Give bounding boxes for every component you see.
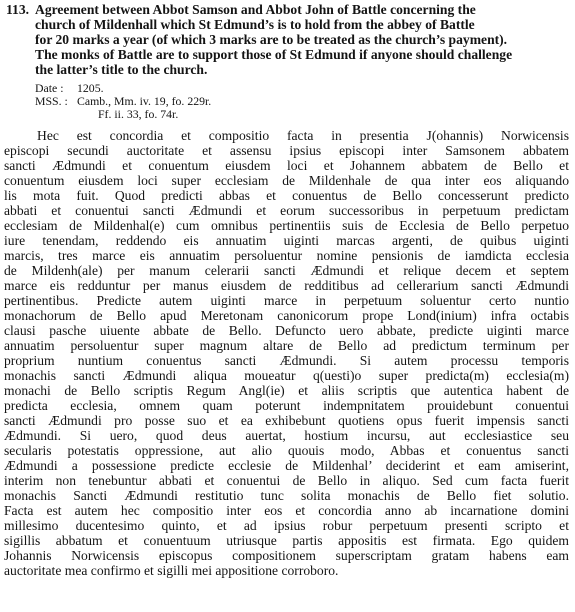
text-line: lis mota fuit. Quod predicti abbas et conuentus de Bello concesserunt predicto	[4, 188, 569, 203]
date-label: Date :	[35, 81, 64, 95]
text-line: sigillis abbatum et conuentuum utriusque partis appositis est firmata. Ego quidem	[4, 533, 569, 548]
text-line: Johannis Norwicensis episcopus compositionem superscriptam gratam habens eam	[4, 548, 569, 563]
text-line: monachis Sancti Ædmundi restitutio tunc solita monachis de Bello fiet solutio.	[4, 488, 569, 503]
text-line: secularis potestatis oppressione, aut alio quouis modo, Abbas et conuentus sancti	[4, 443, 569, 458]
mss-value: Ff. ii. 33, fo. 74r.	[98, 107, 179, 121]
text-line: proprium nuntium conuentus sancti Ædmundi. Si autem processu temporis	[4, 353, 569, 368]
text-line: de Mildenh(ale) per manum celerarii sancti Ædmundi et relique decem et septem	[4, 263, 569, 278]
text-line: millesimo ducentesimo quinto, et ad ipsius robur perpetuum presenti scripto et	[4, 518, 569, 533]
heading-line: The monks of Battle are to support those of St Edmund if anyone should challenge	[35, 47, 513, 62]
text-line: monachis sancti Ædmundi aliqua moueatur q(uesti)o super predicta(m) ecclesia(m)	[4, 368, 569, 383]
text-line: predicta ecclesia, omnem quam poterunt indempnitatem prouidebunt conuentui	[4, 398, 569, 413]
heading-line: church of Mildenhall which St Edmund’s is to hold from the abbey of Battle	[35, 17, 475, 32]
text-line: monachorum de Bello apud Meretonam canonicorum prope Lond(inium) infra octabis	[4, 308, 569, 323]
date-value: 1205.	[77, 81, 104, 95]
text-line: pertinentibus. Predicte autem uiginti marce in perpetuum soluentur certo nuntio	[4, 293, 569, 308]
text-line: annuatim persoluentur super magnum altare de Bello ad predictum terminum per	[4, 338, 569, 353]
mss-label: MSS. :	[35, 94, 68, 108]
text-line: marce eis redduntur per manus eiusdem de redditibus ad cellerarium sancti Ædmundi	[4, 278, 569, 293]
text-line: auctoritate mea confirmo et sigilli mei appositione corroboro.	[4, 563, 339, 578]
mss-value: Camb., Mm. iv. 19, fo. 229r.	[77, 94, 212, 108]
text-line: sancti Ædmundi et conuentum eiusdem loci et Johannem abbatem de Bello et	[4, 158, 569, 173]
text-line: monachi de Bello scriptis Regum Angl(ie) et aliis scriptis que autentica habent de	[4, 383, 569, 398]
text-line: conuentum eiusdem loci super ecclesiam de Mildenhale de qua inter eos aliquando	[4, 173, 569, 188]
text-line: ecclesiam de Mildenhal(e) cum omnibus pertinentiis suis de Ecclesia de Bello perpetuo	[4, 218, 569, 233]
text-line: marcis, tres marce eis annuatim persoluentur nomine pensionis de iamdicta ecclesia	[4, 248, 569, 263]
text-line: Ædmundi. Si uero, quod deus auertat, hostium incursu, aut ecclesiastice seu	[4, 428, 569, 443]
text-line: Ædmundi a possessione predicte ecclesie de Mildenhal’ deciderint et eam amiserint,	[4, 458, 569, 473]
heading-line: Agreement between Abbot Samson and Abbot John of Battle concerning the	[35, 2, 476, 17]
text-line: iure tenendam, reddendo eis annuatim uiginti marcas argenti, de quibus uiginti	[4, 233, 569, 248]
text-line: episcopi secundi auctoritate et assensu ipsius episcopi inter Samsonem abbatem	[4, 143, 569, 158]
heading-line: for 20 marks a year (of which 3 marks are to be treated as the church’s payment).	[35, 32, 508, 47]
text-line: abbati et conuentui sancti Ædmundi et eorum successoribus in perpetuum predictam	[4, 203, 569, 218]
heading-line: the latter’s title to the church.	[35, 62, 208, 77]
text-line: sancti Ædmundi pro posse suo et ea exhibebunt quotiens opus fuerit impensis sancti	[4, 413, 569, 428]
entry-number: 113.	[6, 2, 30, 17]
text-line: clausi pasche uiuente abbate de Bello. Defuncto uero abbate, predicte uiginti marce	[4, 323, 569, 338]
text-line: Facta est autem hec compositio inter eos et concordia anno ab incarnatione domini	[4, 503, 569, 518]
text-line: Hec est concordia et compositio facta in presentia J(ohannis) Norwicensis	[37, 128, 569, 143]
text-line: interim non tenebuntur abbati et conuentui de Bello in aliquo. Sed cum facta fuerit	[4, 473, 569, 488]
